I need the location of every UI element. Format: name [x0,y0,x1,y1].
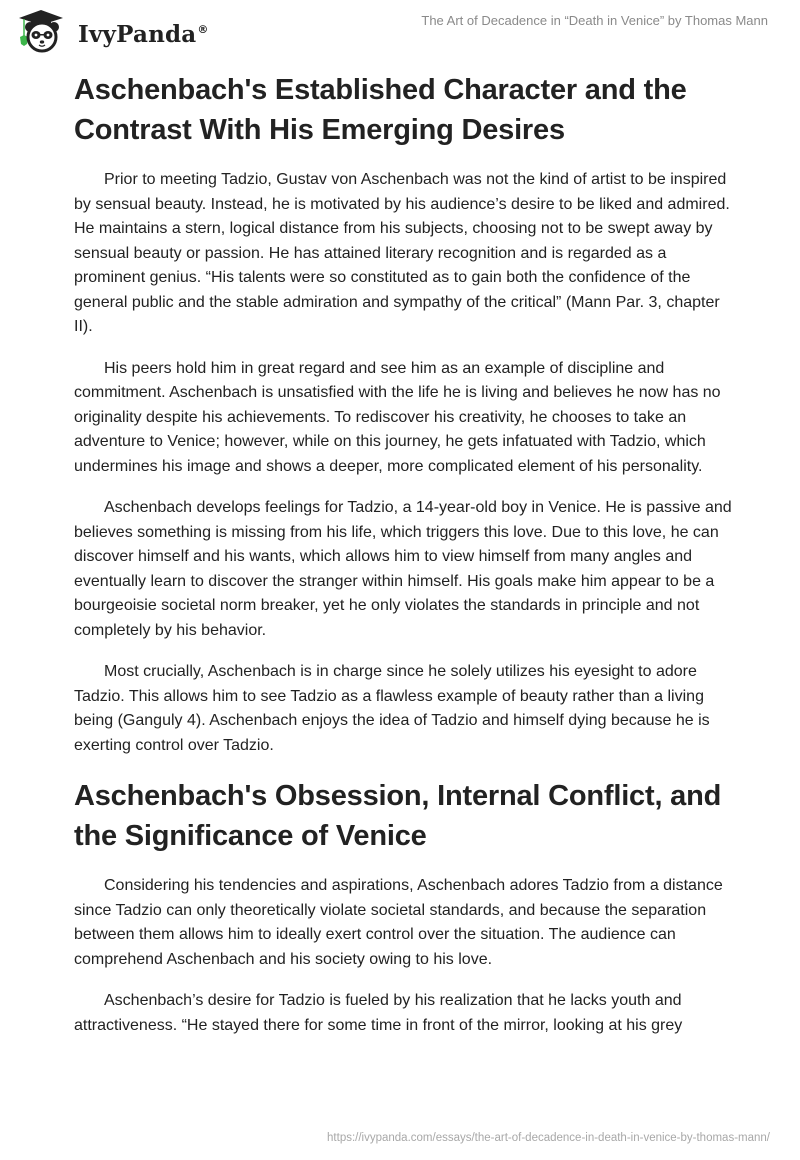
paragraph: Prior to meeting Tadzio, Gustav von Aschenbach was not the kind of artist to be inspired by sensual beauty. Instead, he is motivated by his audience’s desire to be liked and admired. He maintains a stern, logical distance from his subjects, choosing not to be swept away by sensual beauty or passion. He has attained literary recognition and is regarded as a prominent genius. “His talents were so constituted as to gain both the confidence of the general public and the stable admiration and sympathy of the critical” (Mann Par. 3, chapter II). [74,171,730,335]
section-heading: Aschenbach's Obsession, Internal Conflict, and the Significance of Venice [74,780,722,852]
paragraph: Most crucially, Aschenbach is in charge since he solely utilizes his eyesight to adore Tadzio. This allows him to see Tadzio as a flawless example of beauty rather than a living being (Ganguly 4). Aschenbach enjoys the idea of Tadzio and himself dying because he is exerting control over Tadzio. [74,663,710,754]
page-header [0,0,800,60]
paragraph: Aschenbach develops feelings for Tadzio, a 14-year-old boy in Venice. He is passive and believes something is missing from his life, which triggers this love. Due to this love, he can discover himself and his wants, which allows him to view himself from many angles and eventually learn to discover the stranger within himself. His goals make him appear to be a bourgeoisie societal norm breaker, yet he only violates the standards in principle and not completely by his behavior. [74,499,732,639]
paragraph: Considering his tendencies and aspirations, Aschenbach adores Tadzio from a distance since Tadzio can only theoretically violate societal standards, and because the separation between them allows him to ideally exert control over the situation. The audience can comprehend Aschenbach and his society owing to his love. [74,877,723,968]
logo-text: IvyPanda® [78,20,209,48]
source-url-link[interactable]: https://ivypanda.com/essays/the-art-of-decadence-in-death-in-venice-by-thomas-mann/ [327,1132,770,1144]
panda-graduate-icon [16,8,66,54]
essay-content [74,70,734,1055]
ivypanda-logo[interactable] [16,8,209,54]
section-heading: Aschenbach's Established Character and the Contrast With His Emerging Desires [74,74,687,146]
registered-mark: ® [197,22,209,36]
paragraph: His peers hold him in great regard and see him as an example of discipline and commitment. Aschenbach is unsatisfied with the life he is living and believes he now has no originality despite his achievements. To rediscover his creativity, he chooses to take an adventure to Venice; however, while on this journey, he gets infatuated with Tadzio, which undermines his image and shows a deeper, more complicated element of his personality. [74,359,721,475]
document-title: The Art of Decadence in “Death in Venice” by Thomas Mann [421,13,768,28]
paragraph: Aschenbach’s desire for Tadzio is fueled by his realization that he lacks youth and attractiveness. “He stayed there for some time in front of the mirror, looking at his grey [74,992,683,1034]
